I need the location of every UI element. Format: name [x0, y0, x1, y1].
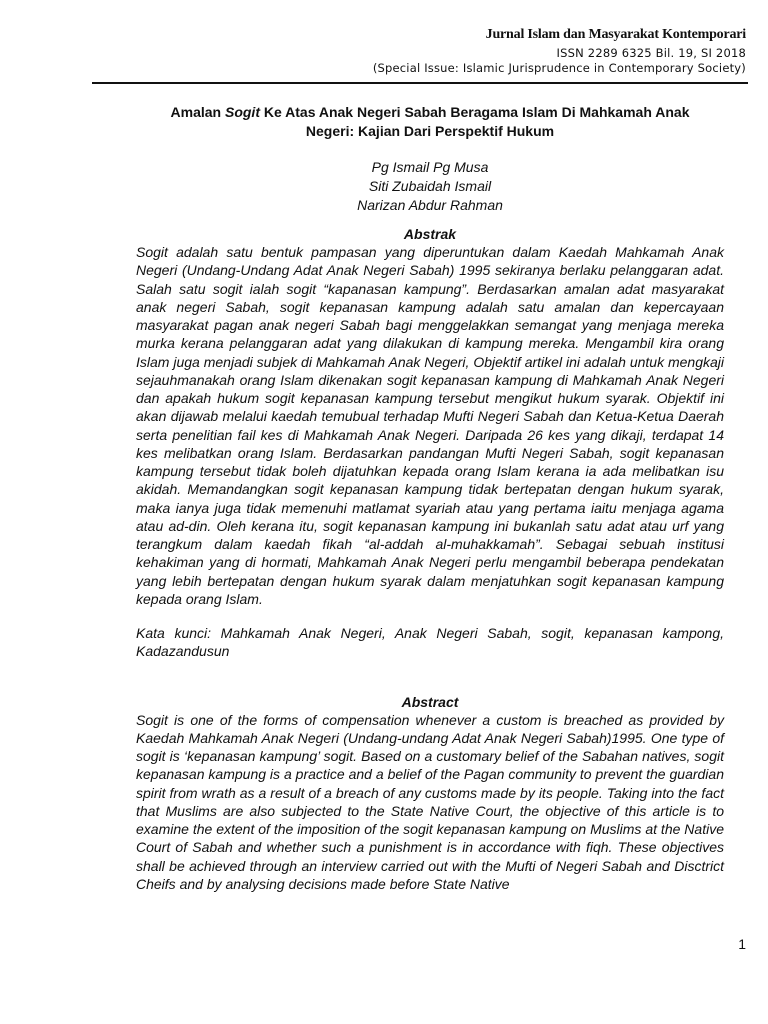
- journal-issn-volume: ISSN 2289 6325 Bil. 19, SI 2018: [556, 45, 746, 60]
- author-list: [136, 158, 724, 215]
- journal-header: [373, 26, 746, 75]
- abstract-body: Sogit is one of the forms of compensation whenever a custom is breached as provided by Kaedah Mahkamah Anak Negeri (Undang-undang Adat Anak Negeri Sabah)1995. One type of sogit is ‘kepanasan kampung’ sogit. Based on a customary belief of the Sabahan natives, sogit kepanasan kampung is a practice and a belief of the Pagan community to prevent the guardian spirit from wrath as a result of a breach of any customs made by its people. Taking into the fact that Muslims are also subjected to the State Native Court, the objective of this article is to examine the extent of the imposition of the sogit kepanasan kampung on Muslims at the Native Court of Sabah and whether such a punishment is in accordance with fiqh. These objectives shall be achieved through an interview carried out with the Mufti of Negeri Sabah and Disctrict Cheifs and by analysing decisions made before State Native: [136, 711, 724, 892]
- article-content: [136, 103, 724, 893]
- title-prefix: Amalan: [170, 104, 225, 120]
- special-issue-line: (Special Issue: Islamic Jurisprudence in Contemporary Society): [372, 60, 746, 75]
- title-rest: Ke Atas Anak Negeri Sabah Beragama Islam Di Mahkamah Anak Negeri: Kajian Dari Perspektif Hukum: [259, 104, 690, 139]
- title-italic-word: Sogit: [224, 104, 260, 120]
- author-name: Pg Ismail Pg Musa: [371, 159, 489, 175]
- journal-name: Jurnal Islam dan Masyarakat Kontemporari: [485, 27, 746, 42]
- abstrak-heading: Abstrak: [403, 226, 457, 242]
- keywords: Kata kunci: Mahkamah Anak Negeri, Anak Negeri Sabah, sogit, kepanasan kampong, Kadazandusun: [136, 625, 724, 660]
- abstract-heading: Abstract: [401, 693, 459, 710]
- abstrak-body: Sogit adalah satu bentuk pampasan yang diperuntukan dalam Kaedah Mahkamah Anak Negeri (Undang-Undang Adat Anak Negeri Sabah) 1995 sekiranya berlaku pelanggaran adat. Salah satu sogit ialah sogit “kapanasan kampung”. Berdasarkan amalan adat masyarakat anak negeri Sabah, sogit kepanasan kampung adalah satu amalan dan kepercayaan masyarakat pagan anak negeri Sabah bagi menggelakkan semangat yang menjaga mereka murka kerana pelanggaran adat yang dilakukan di kampung mereka. Mengambil kira orang Islam juga menjadi subjek di Mahkamah Anak Negeri, Objektif artikel ini adalah untuk mengkaji sejauhmanakah orang Islam dikenakan sogit kepanasan kampung di Mahkamah Anak Negeri dan apakah hukum sogit kepanasan kampung tersebut mengikut hukum syarak. Objektif ini akan dijawab melalui kaedah temubual terhadap Mufti Negeri Sabah dan Ketua-Ketua Daerah serta penelitian fail kes di Mahkamah Anak Negeri. Daripada 26 kes yang dikaji, terdapat 14 kes melibatkan orang Islam. Berdasarkan pandangan Mufti Negeri Sabah, sogit kepanasan kampung tersebut tidak boleh dijatuhkan kepada orang Islam kerana ia ada melibatkan isu akidah. Memandangkan sogit kepanasan kampung tidak bertepatan dengan hukum syarak, maka ianya juga tidak memenuhi matlamat syariah atau yang pertama iaitu menjaga agama atau ad-din. Oleh kerana itu, sogit kepanasan kampung ini bukanlah satu adat atau urf yang terangkum dalam kaedah fikah “al-addah al-muhakkamah”. Sebagai sebuah institusi kehakiman yang di hormati, Mahkamah Anak Negeri perlu mengambil beberapa pendekatan yang lebih bertepatan dengan hukum syarak dalam menjatuhkan sogit kepanasan kampung kepada orang Islam.: [136, 244, 724, 607]
- author-name: Narizan Abdur Rahman: [357, 197, 503, 213]
- article-title: [160, 103, 700, 141]
- page-number: 1: [738, 936, 746, 952]
- header-divider: [92, 82, 748, 84]
- author-name: Siti Zubaidah Ismail: [368, 178, 492, 194]
